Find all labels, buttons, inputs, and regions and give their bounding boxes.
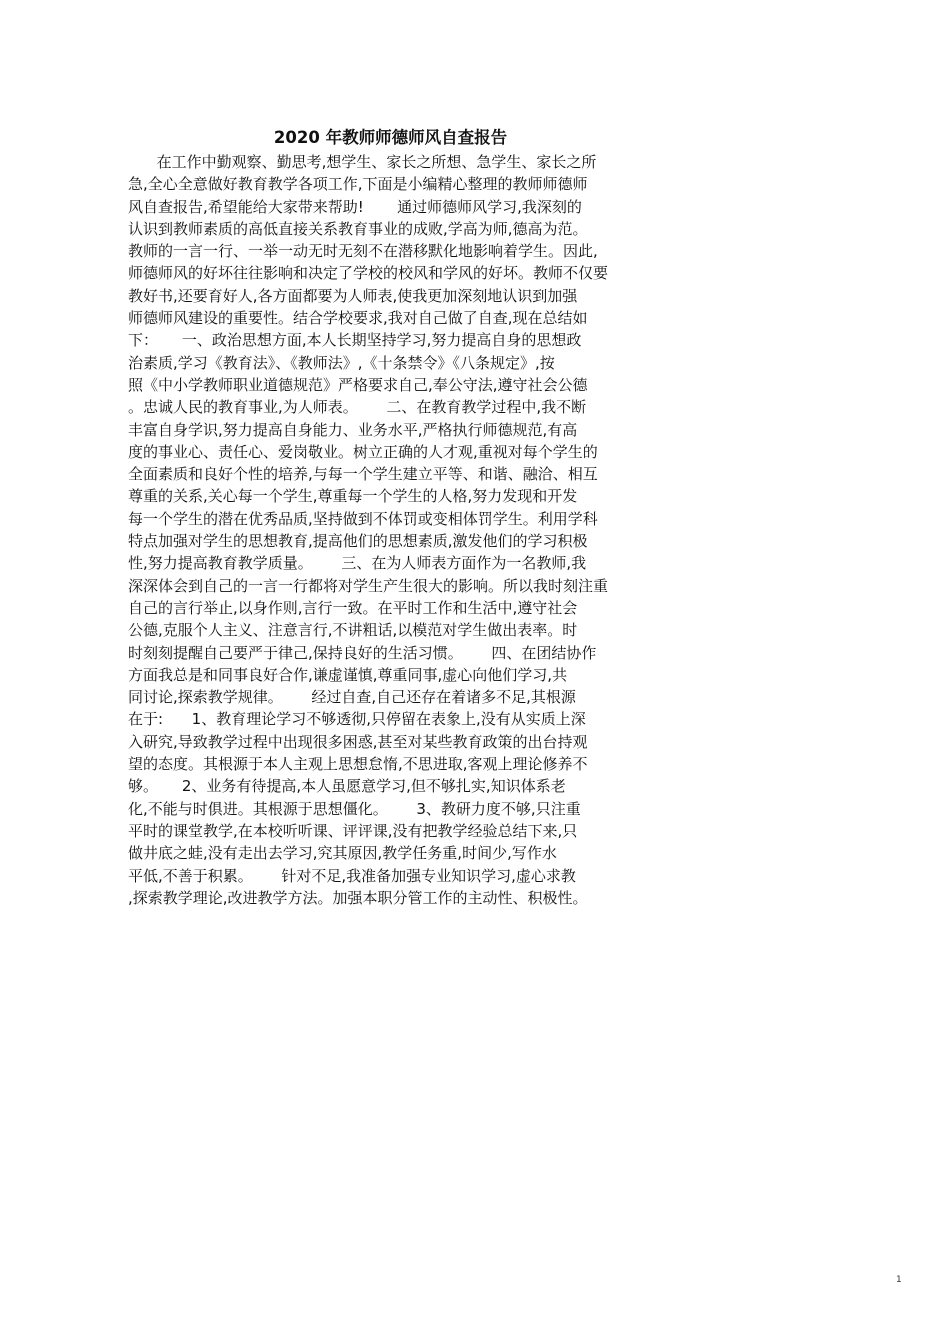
- body-line: 特点加强对学生的思想教育,提高他们的思想素质,激发他们的学习积极: [128, 532, 588, 551]
- body-line: 望的态度。其根源于本人主观上思想怠惰,不思进取,客观上理论修养不: [128, 755, 588, 774]
- body-line: 治素质,学习《教育法》、《教师法》,《十条禁令》《八条规定》,按: [128, 353, 555, 372]
- body-line: 化,不能与时俱进。其根源于思想僵化。 3、教研力度不够,只注重: [128, 799, 581, 818]
- body-line: 在工作中勤观察、勤思考,想学生、家长之所想、急学生、家长之所: [128, 153, 597, 171]
- document-title: 2020 年教师师德师风自查报告: [273, 128, 508, 147]
- body-line: 风自查报告,希望能给大家带来帮助! 通过师德师风学习,我深刻的: [128, 197, 582, 216]
- body-line: 尊重的关系,关心每一个学生,尊重每一个学生的人格,努力发现和开发: [128, 487, 578, 506]
- page-number: 1: [896, 1275, 902, 1285]
- body-line: 平低,不善于积累。 针对不足,我准备加强专业知识学习,虚心求教: [128, 866, 576, 885]
- body-line: 丰富自身学识,努力提高自身能力、业务水平,严格执行师德规范,有高: [128, 420, 578, 439]
- body-line: 每一个学生的潜在优秀品质,坚持做到不体罚或变相体罚学生。利用学科: [128, 509, 598, 528]
- body-line: 认识到教师素质的高低直接关系教育事业的成败,学高为师,德高为范。: [128, 219, 588, 238]
- body-line: 平时的课堂教学,在本校听听课、评评课,没有把教学经验总结下来,只: [128, 821, 578, 840]
- body-line: 自己的言行举止,以身作则,言行一致。在平时工作和生活中,遵守社会: [128, 598, 578, 617]
- body-line: 入研究,导致教学过程中出现很多困惑,甚至对某些教育政策的出台持观: [128, 732, 588, 751]
- body-line: 度的事业心、责任心、爱岗敬业。树立正确的人才观,重视对每个学生的: [128, 442, 598, 461]
- body-line: 师德师风的好坏往往影响和决定了学校的校风和学风的好坏。教师不仅要: [128, 264, 609, 283]
- body-line: 在于: 1、教育理论学习不够透彻,只停留在表象上,没有从实质上深: [128, 710, 586, 729]
- body-line: ,探索教学理论,改进教学方法。加强本职分管工作的主动性、积极性。: [128, 888, 588, 907]
- body-line: 下： 一、政治思想方面,本人长期坚持学习,努力提高自身的思想政: [128, 331, 582, 350]
- body-line: 够。 2、业务有待提高,本人虽愿意学习,但不够扎实,知识体系老: [128, 777, 566, 796]
- body-line: 时刻刻提醒自己要严于律己,保持良好的生活习惯。 四、在团结协作: [128, 643, 597, 662]
- document-body: [128, 151, 658, 909]
- body-line: 照《中小学教师职业道德规范》严格要求自己,奉公守法,遵守社会公德: [128, 375, 588, 394]
- body-line: 师德师风建设的重要性。结合学校要求,我对自己做了自查,现在总结如: [128, 309, 588, 328]
- body-line: 全面素质和良好个性的培养,与每一个学生建立平等、和谐、融洽、相互: [128, 465, 598, 484]
- body-line: 教师的一言一行、一举一动无时无刻不在潜移默化地影响着学生。因此,: [128, 242, 598, 261]
- body-line: 同讨论,探索教学规律。 经过自查,自己还存在着诸多不足,其根源: [128, 688, 576, 707]
- body-line: 。忠诚人民的教育事业,为人师表。 二、在教育教学过程中,我不断: [128, 398, 587, 417]
- body-line: 做井底之蛙,没有走出去学习,究其原因,教学任务重,时间少,写作水: [128, 844, 557, 863]
- body-line: 方面我总是和同事良好合作,谦虚谨慎,尊重同事,虚心向他们学习,共: [128, 665, 568, 684]
- body-line: 性,努力提高教育教学质量。 三、在为人师表方面作为一名教师,我: [128, 554, 587, 573]
- body-line: 公德,克服个人主义、注意言行,不讲粗话,以模范对学生做出表率。时: [128, 621, 578, 640]
- body-line: 急,全心全意做好教育教学各项工作,下面是小编精心整理的教师师德师: [128, 175, 588, 194]
- body-line: 深深体会到自己的一言一行都将对学生产生很大的影响。所以我时刻注重: [128, 576, 609, 595]
- body-line: 教好书,还要育好人,各方面都要为人师表,使我更加深刻地认识到加强: [128, 286, 578, 305]
